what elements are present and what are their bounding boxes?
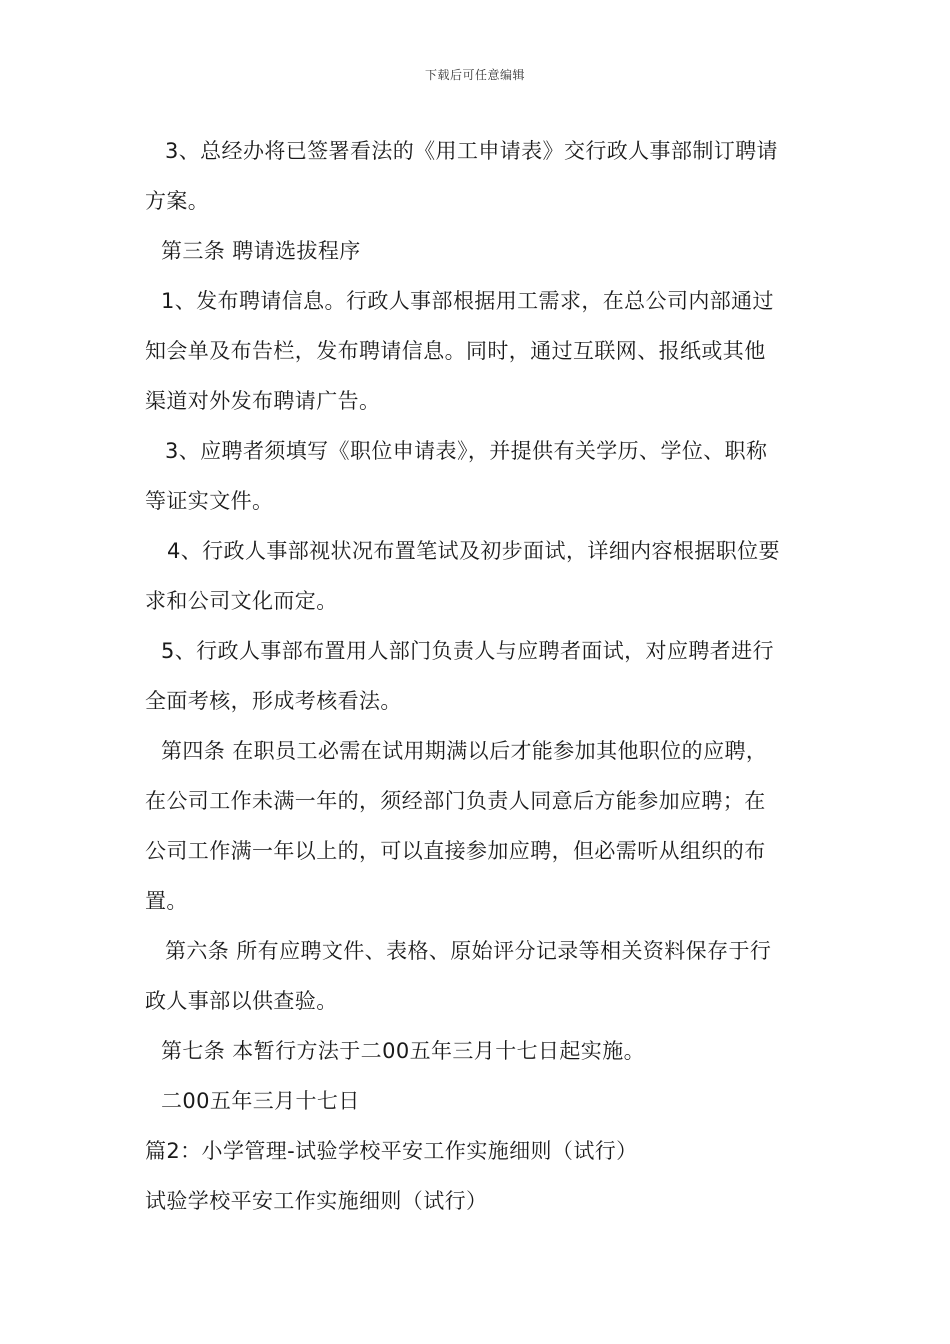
paragraph-line: 置。 [145, 889, 188, 913]
document-title: 试验学校平安工作实施细则（试行） [145, 1189, 488, 1213]
document-body [145, 126, 815, 1226]
paragraph-line: 方案。 [145, 189, 210, 213]
paragraph-line: 渠道对外发布聘请广告。 [145, 389, 381, 413]
paragraph-line: 在公司工作未满一年的，须经部门负责人同意后方能参加应聘；在 [145, 789, 766, 813]
paragraph-line: 1、发布聘请信息。行政人事部根据用工需求，在总公司内部通过 [161, 289, 774, 313]
paragraph-line: 3、总经办将已签署看法的《用工申请表》交行政人事部制订聘请 [165, 139, 778, 163]
paragraph-line: 政人事部以供查验。 [145, 989, 338, 1013]
date-line: 二00五年三月十七日 [161, 1089, 360, 1113]
paragraph-line: 等证实文件。 [145, 489, 274, 513]
paragraph-line: 第六条 所有应聘文件、表格、原始评分记录等相关资料保存于行 [165, 939, 772, 963]
page-header: 下载后可任意编辑 [424, 68, 525, 82]
chapter-title: 篇2：小学管理-试验学校平安工作实施细则（试行） [145, 1139, 638, 1163]
section-heading: 第三条 聘请选拔程序 [161, 239, 361, 263]
paragraph-line: 第四条 在职员工必需在试用期满以后才能参加其他职位的应聘， [161, 739, 768, 763]
paragraph-line: 全面考核，形成考核看法。 [145, 689, 402, 713]
paragraph-line: 3、应聘者须填写《职位申请表》，并提供有关学历、学位、职称 [165, 439, 768, 463]
paragraph-line: 5、行政人事部布置用人部门负责人与应聘者面试，对应聘者进行 [161, 639, 774, 663]
paragraph-line: 公司工作满一年以上的，可以直接参加应聘，但必需听从组织的布 [145, 839, 766, 863]
paragraph-line: 知会单及布告栏，发布聘请信息。同时，通过互联网、报纸或其他 [145, 339, 766, 363]
paragraph-line: 第七条 本暂行方法于二00五年三月十七日起实施。 [161, 1039, 645, 1063]
paragraph-line: 4、行政人事部视状况布置笔试及初步面试，详细内容根据职位要 [167, 539, 780, 563]
paragraph-line: 求和公司文化而定。 [145, 589, 338, 613]
